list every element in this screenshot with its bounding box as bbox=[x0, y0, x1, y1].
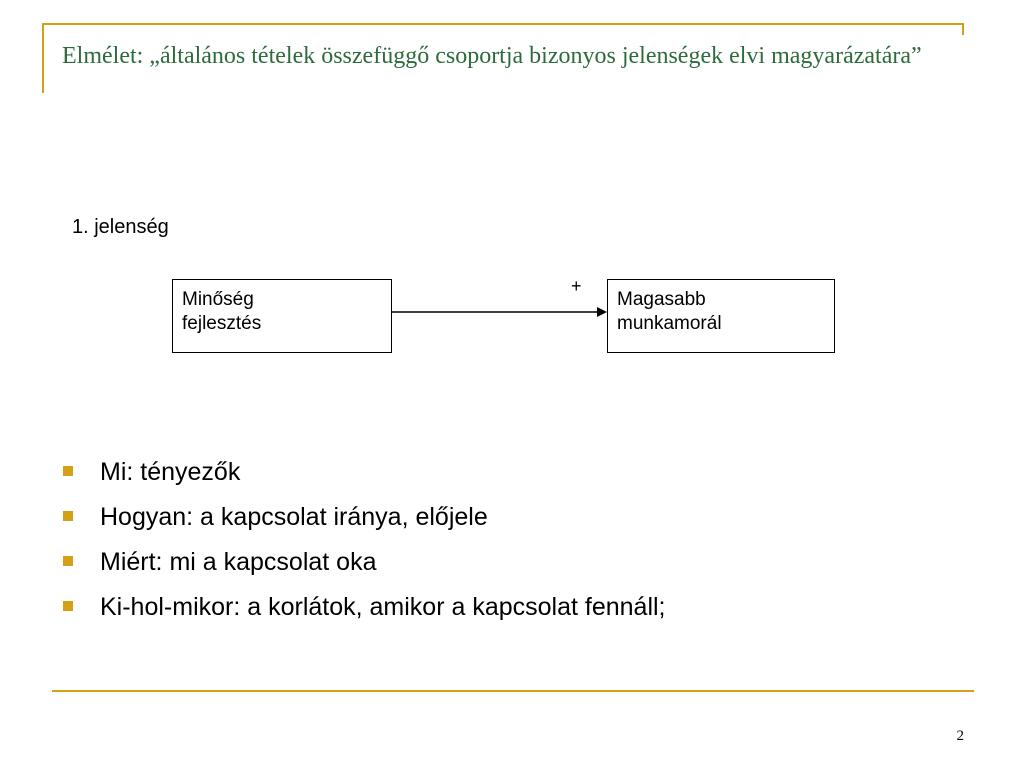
left-box-line-1: Minőség bbox=[182, 289, 254, 310]
square-bullet-icon bbox=[63, 601, 73, 611]
right-box-line-1: Magasabb bbox=[617, 289, 706, 310]
bullet-item bbox=[62, 540, 666, 585]
bullet-text: Mi: tényezők bbox=[100, 458, 241, 486]
square-bullet-icon bbox=[63, 511, 73, 521]
bullet-text: Ki-hol-mikor: a korlátok, amikor a kapcsolat fennáll; bbox=[100, 593, 666, 621]
positive-sign: + bbox=[571, 276, 582, 296]
bottom-rule bbox=[52, 690, 974, 692]
bullet-item bbox=[62, 585, 666, 630]
bullet-item bbox=[62, 495, 666, 540]
higher-morale-box bbox=[607, 279, 835, 353]
bullet-text: Hogyan: a kapcsolat iránya, előjele bbox=[100, 503, 488, 531]
phenomenon-label: 1. jelenség bbox=[72, 216, 169, 238]
arrow-head bbox=[597, 307, 607, 317]
right-box-line-2: munkamorál bbox=[617, 313, 722, 334]
square-bullet-icon bbox=[63, 556, 73, 566]
bullet-text: Miért: mi a kapcsolat oka bbox=[100, 548, 377, 576]
bullet-item bbox=[62, 450, 666, 495]
square-bullet-icon bbox=[63, 466, 73, 476]
left-box-line-2: fejlesztés bbox=[182, 313, 262, 334]
slide-title: Elmélet: „általános tételek összefüggő csoportja bizonyos jelenségek elvi magyarázatára” bbox=[62, 43, 922, 69]
bullet-list bbox=[62, 450, 666, 630]
page-number: 2 bbox=[956, 728, 964, 744]
